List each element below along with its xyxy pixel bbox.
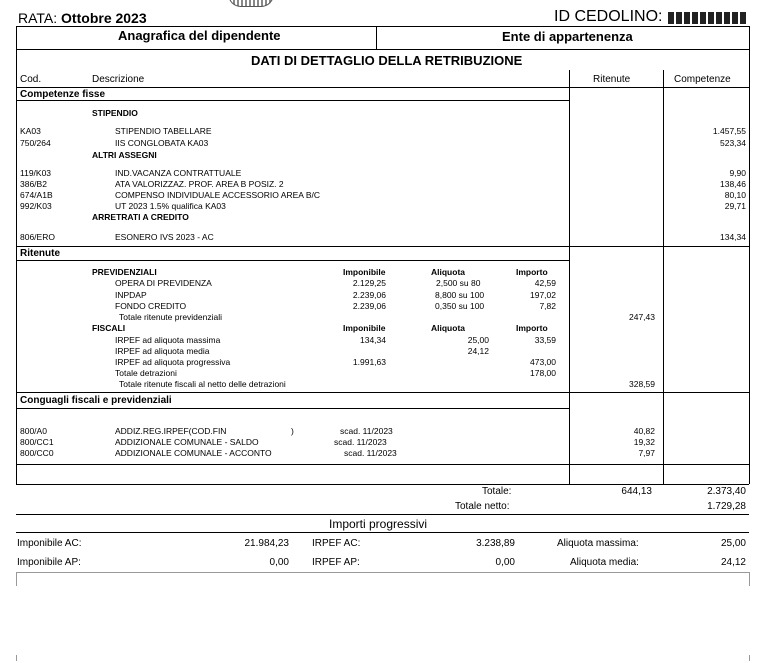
irpef-ac-label: IRPEF AC:: [312, 538, 361, 549]
row-desc: ESONERO IVS 2023 - AC: [115, 232, 214, 242]
divider: [16, 260, 569, 261]
fisc-total: 328,59: [629, 379, 655, 389]
tick-mark: [749, 572, 750, 586]
rata-line: [18, 10, 147, 26]
previdenziali-heading: PREVIDENZIALI: [92, 267, 157, 277]
fisc-importo: 473,00: [530, 357, 556, 367]
prev-imponibile: 2.239,06: [352, 301, 386, 311]
fisc-importo: 33,59: [534, 335, 556, 345]
prev-imponibile: 2.129,25: [352, 278, 386, 288]
irpef-ap-value: 0,00: [495, 557, 515, 568]
divider: [16, 392, 749, 393]
frame-right: [749, 26, 750, 484]
fisc-desc: IRPEF ad aliquota media: [115, 346, 210, 356]
row-cod: 750/264: [20, 138, 51, 148]
cong-desc: ADDIZIONALE COMUNALE - ACCONTO: [115, 448, 272, 458]
row-competenze: 1.457,55: [712, 126, 746, 136]
divider: [16, 572, 749, 573]
frame-left: [16, 26, 17, 484]
aliquota-massima-label: Aliquota massima:: [557, 538, 639, 549]
col-descrizione: Descrizione: [92, 74, 145, 85]
imponibile-ac-value: 21.984,23: [244, 538, 289, 549]
conguagli-title: Conguagli fiscali e previdenziali: [20, 395, 172, 406]
row-competenze: 9,90: [729, 168, 746, 178]
divider: [16, 484, 749, 485]
divider: [16, 532, 749, 533]
fiscali-heading: FISCALI: [92, 323, 126, 333]
competenze-fisse-title: Competenze fisse: [20, 89, 106, 100]
aliquota-media-label: Aliquota media:: [570, 557, 639, 568]
totale-netto-value: 1.729,28: [707, 501, 746, 512]
row-desc: STIPENDIO TABELLARE: [115, 126, 212, 136]
cong-desc: ADDIZ.REG.IRPEF(COD.FIN: [115, 426, 227, 436]
prev-imponibile: 2.239,06: [352, 290, 386, 300]
fisc-aliquota: 25,00: [467, 335, 489, 345]
arretrati-heading: ARRETRATI A CREDITO: [92, 212, 189, 222]
altri-assegni-heading: ALTRI ASSEGNI: [92, 150, 157, 160]
cong-paren: ): [291, 426, 294, 436]
prev-desc: OPERA DI PREVIDENZA: [115, 278, 212, 288]
imponibile-ap-label: Imponibile AP:: [17, 557, 81, 568]
col-imponibile: Imponibile: [343, 323, 386, 333]
row-competenze: 523,34: [720, 138, 746, 148]
divider: [16, 408, 569, 409]
cong-cod: 800/CC0: [20, 448, 54, 458]
col-competenze: Competenze: [674, 74, 731, 85]
divider: [16, 49, 749, 50]
row-desc: ATA VALORIZZAZ. PROF. AREA B POSIZ. 2: [115, 179, 284, 189]
rata-value: Ottobre 2023: [61, 10, 147, 26]
ente-title: Ente di appartenenza: [502, 29, 633, 44]
irpef-ac-value: 3.238,89: [476, 538, 515, 549]
fisc-imponibile: 134,34: [360, 335, 386, 345]
prev-importo: 42,59: [534, 278, 556, 288]
fisc-desc: IRPEF ad aliquota progressiva: [115, 357, 231, 367]
cong-cod: 800/A0: [20, 426, 47, 436]
divider: [376, 26, 377, 49]
col-line-competenze: [663, 70, 664, 484]
prev-desc: FONDO CREDITO: [115, 301, 187, 311]
imponibile-ap-value: 0,00: [269, 557, 289, 568]
prev-aliquota: 2,500 su 80: [436, 278, 481, 288]
rata-label: RATA:: [18, 10, 58, 26]
emblem-logo: [228, 0, 274, 7]
tick-mark: [16, 655, 17, 661]
row-cod: 386/B2: [20, 179, 47, 189]
fisc-aliquota: 24,12: [467, 346, 489, 356]
prev-importo: 7,82: [539, 301, 556, 311]
col-imponibile: Imponibile: [343, 267, 386, 277]
aliquota-massima-value: 25,00: [720, 538, 746, 549]
totale-ritenute: 644,13: [621, 486, 652, 497]
fisc-desc: IRPEF ad aliquota massima: [115, 335, 221, 345]
irpef-ap-label: IRPEF AP:: [312, 557, 360, 568]
fisc-desc: Totale detrazioni: [115, 368, 177, 378]
cong-ritenute: 40,82: [633, 426, 655, 436]
cong-desc: ADDIZIONALE COMUNALE - SALDO: [115, 437, 259, 447]
col-aliquota: Aliquota: [431, 323, 465, 333]
totale-netto-label: Totale netto:: [455, 501, 510, 512]
prev-aliquota: 0,350 su 100: [435, 301, 485, 311]
divider: [16, 464, 749, 465]
row-desc: IIS CONGLOBATA KA03: [115, 138, 209, 148]
row-competenze: 134,34: [720, 232, 746, 242]
prev-total-label: Totale ritenute previdenziali: [119, 312, 223, 322]
divider: [16, 514, 749, 515]
divider: [16, 26, 749, 27]
cong-scad: scad. 11/2023: [340, 426, 393, 436]
totale-competenze: 2.373,40: [707, 486, 746, 497]
col-cod: Cod.: [20, 74, 42, 85]
row-cod: 806/ERO: [20, 232, 55, 242]
row-competenze: 138,46: [720, 179, 746, 189]
fisc-imponibile: 1.991,63: [352, 357, 386, 367]
col-importo: Importo: [516, 267, 548, 277]
totale-label: Totale:: [482, 486, 512, 497]
fisc-total-label: Totale ritenute fiscali al netto delle detrazioni: [119, 379, 286, 389]
cong-ritenute: 19,32: [633, 437, 655, 447]
col-line-ritenute: [569, 70, 570, 484]
col-ritenute: Ritenute: [593, 74, 631, 85]
imponibile-ac-label: Imponibile AC:: [17, 538, 82, 549]
ritenute-title: Ritenute: [20, 248, 60, 259]
row-desc: UT 2023 1.5% qualifica KA03: [115, 201, 226, 211]
progressivi-title: Importi progressivi: [329, 517, 428, 531]
cong-ritenute: 7,97: [638, 448, 655, 458]
divider: [16, 87, 749, 88]
id-cedolino-label: ID CEDOLINO:: [554, 8, 663, 25]
col-importo: Importo: [516, 323, 548, 333]
row-competenze: 80,10: [724, 190, 746, 200]
aliquota-media-value: 24,12: [720, 557, 746, 568]
cong-cod: 800/CC1: [20, 437, 54, 447]
stipendio-heading: STIPENDIO: [92, 108, 138, 118]
prev-total: 247,43: [629, 312, 655, 322]
fisc-importo: 178,00: [530, 368, 556, 378]
tick-mark: [749, 655, 750, 661]
section-title: DATI DI DETTAGLIO DELLA RETRIBUZIONE: [251, 53, 523, 68]
row-cod: KA03: [20, 126, 41, 136]
tick-mark: [16, 572, 17, 586]
col-aliquota: Aliquota: [431, 267, 465, 277]
cong-scad: scad. 11/2023: [344, 448, 397, 458]
anagrafica-title: Anagrafica del dipendente: [118, 28, 281, 43]
prev-desc: INPDAP: [115, 290, 147, 300]
row-desc: IND.VACANZA CONTRATTUALE: [115, 168, 242, 178]
prev-aliquota: 8,800 su 100: [435, 290, 485, 300]
divider: [16, 100, 569, 101]
divider: [16, 246, 749, 247]
row-competenze: 29,71: [724, 201, 746, 211]
prev-importo: 197,02: [530, 290, 556, 300]
redacted-id: [668, 12, 746, 24]
cong-scad: scad. 11/2023: [334, 437, 387, 447]
row-desc: COMPENSO INDIVIDUALE ACCESSORIO AREA B/C: [115, 190, 320, 200]
row-cod: 992/K03: [20, 201, 52, 211]
row-cod: 674/A1B: [20, 190, 53, 200]
row-cod: 119/K03: [20, 168, 52, 178]
